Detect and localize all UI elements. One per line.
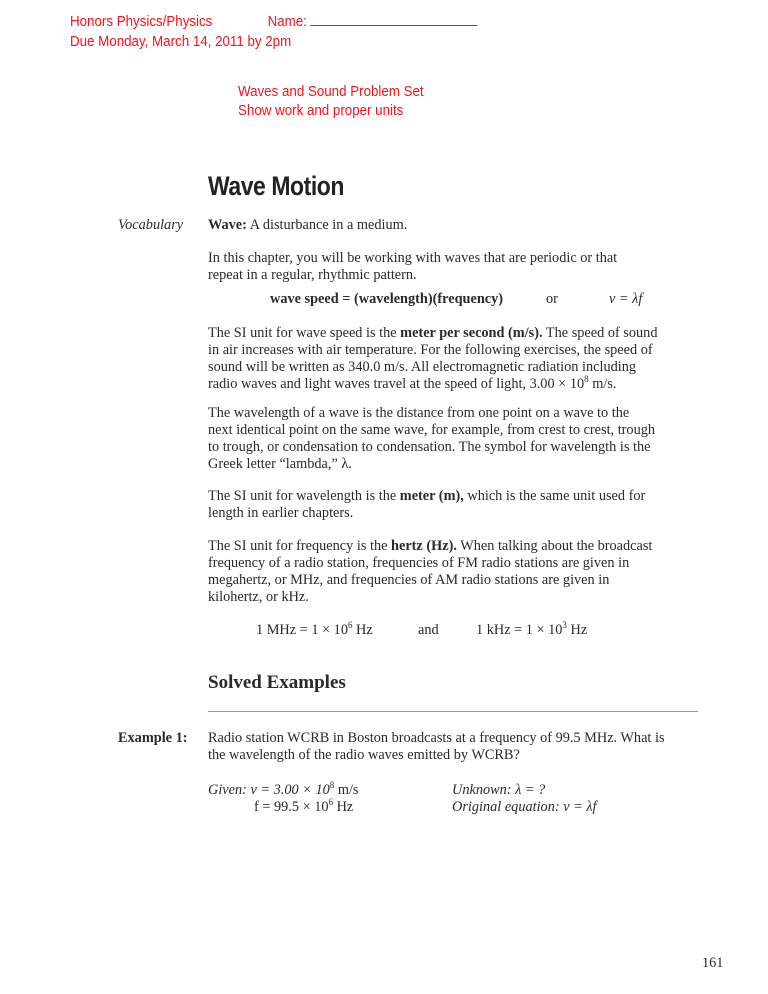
wavelength-paragraph <box>208 405 668 473</box>
exponent: 6 <box>347 620 353 630</box>
wave-speed-equation-symbols: v = λf <box>609 291 643 307</box>
exponent: 3 <box>562 620 567 630</box>
text <box>250 782 329 798</box>
si-wavelength-paragraph <box>208 488 668 522</box>
unknown-value: λ = ? <box>515 782 546 798</box>
solved-examples-heading: Solved Examples <box>208 672 346 693</box>
exponent: 8 <box>584 374 589 384</box>
vocabulary-label: Vocabulary <box>118 217 184 233</box>
bold-term: meter per second (m/s). <box>400 325 543 341</box>
and-text: and <box>418 622 439 638</box>
text-line: sound will be written as 340.0 m/s. All electromagnetic radiation including <box>208 359 637 375</box>
text-line: the wavelength of the radio waves emitted by WCRB? <box>208 747 520 763</box>
text-line: in air increases with air temperature. For the following exercises, the speed of <box>208 342 653 358</box>
text-line: to trough, or condensation to condensation. The symbol for wavelength is the <box>208 439 651 455</box>
text: radio waves and light waves travel at the speed of light, 3.00 × 10 <box>208 376 585 392</box>
text-line: Greek letter “lambda,” λ. <box>208 456 352 472</box>
example-label: Example 1: <box>118 730 188 746</box>
intro-paragraph <box>208 250 668 284</box>
text-line: Radio station WCRB in Boston broadcasts at a frequency of 99.5 MHz. What is <box>208 730 665 746</box>
instructions: Show work and proper units <box>238 103 404 119</box>
text: The SI unit for wave speed is the <box>208 325 401 341</box>
text-line: frequency of a radio station, frequencies of FM radio stations are given in <box>208 555 630 571</box>
text: 1 kHz = 1 × 10 <box>476 622 563 638</box>
text-line: The wavelength of a wave is the distance from one point on a wave to the <box>208 405 630 421</box>
mhz-conversion <box>256 622 373 639</box>
problem-set-title: Waves and Sound Problem Set <box>238 84 424 100</box>
due-date: Due Monday, March 14, 2011 by 2pm <box>70 34 292 50</box>
text: Hz <box>333 799 354 815</box>
text-line: megahertz, or MHz, and frequencies of AM radio stations are given in <box>208 572 610 588</box>
exponent: 6 <box>328 797 334 807</box>
wave-speed-equation-words: wave speed = (wavelength)(frequency) <box>270 291 504 307</box>
course-header <box>70 11 478 32</box>
si-speed-paragraph <box>208 325 668 393</box>
wave-definition <box>208 217 668 234</box>
section-divider <box>208 711 698 712</box>
text-line: next identical point on the same wave, for example, from crest to crest, trough <box>208 422 656 438</box>
text: The SI unit for wavelength is the <box>208 488 400 504</box>
text: The SI unit for frequency is the <box>208 538 392 554</box>
unknown-line <box>452 782 597 799</box>
given-label: Given: <box>208 782 247 798</box>
wave-term: Wave: <box>208 217 247 233</box>
text-line <box>208 325 668 342</box>
or-text: or <box>546 291 558 307</box>
text-line: kilohertz, or kHz. <box>208 589 309 605</box>
given-f <box>208 799 358 816</box>
text: f = 99.5 × 10 <box>254 799 329 815</box>
text: m/s <box>334 782 359 798</box>
given-block <box>208 782 358 816</box>
page-number: 161 <box>702 955 724 971</box>
name-blank[interactable] <box>311 11 478 26</box>
text: 1 MHz = 1 × 10 <box>256 622 348 638</box>
text-line: repeat in a regular, rhythmic pattern. <box>208 267 417 283</box>
chapter-title: Wave Motion <box>208 171 344 201</box>
name-label: Name: <box>267 14 307 30</box>
given-v <box>208 782 358 799</box>
unknown-label: Unknown: <box>452 782 512 798</box>
example-question <box>208 730 708 764</box>
text-line: length in earlier chapters. <box>208 505 354 521</box>
text: Hz <box>352 622 373 638</box>
text: When talking about the broadcast <box>456 538 653 554</box>
khz-conversion <box>476 622 587 639</box>
text-line <box>208 376 668 393</box>
original-equation-value: v = λf <box>563 799 597 815</box>
text-line <box>208 538 668 555</box>
text-line: In this chapter, you will be working with waves that are periodic or that <box>208 250 618 266</box>
original-equation-label: Original equation: <box>452 799 560 815</box>
bold-term: hertz (Hz). <box>391 538 457 554</box>
text: Hz <box>566 622 588 638</box>
unknown-block <box>452 782 597 816</box>
course-name: Honors Physics/Physics <box>70 14 213 30</box>
text-line <box>208 488 668 505</box>
wave-def-text: A disturbance in a medium. <box>249 217 408 233</box>
text: which is the same unit used for <box>463 488 646 504</box>
text: The speed of sound <box>542 325 658 341</box>
text: v = 3.00 × 10 <box>250 782 330 798</box>
original-equation-line <box>452 799 597 816</box>
text: m/s. <box>588 376 617 392</box>
exponent: 8 <box>329 780 335 790</box>
si-frequency-paragraph <box>208 538 668 606</box>
bold-term: meter (m), <box>399 488 464 504</box>
